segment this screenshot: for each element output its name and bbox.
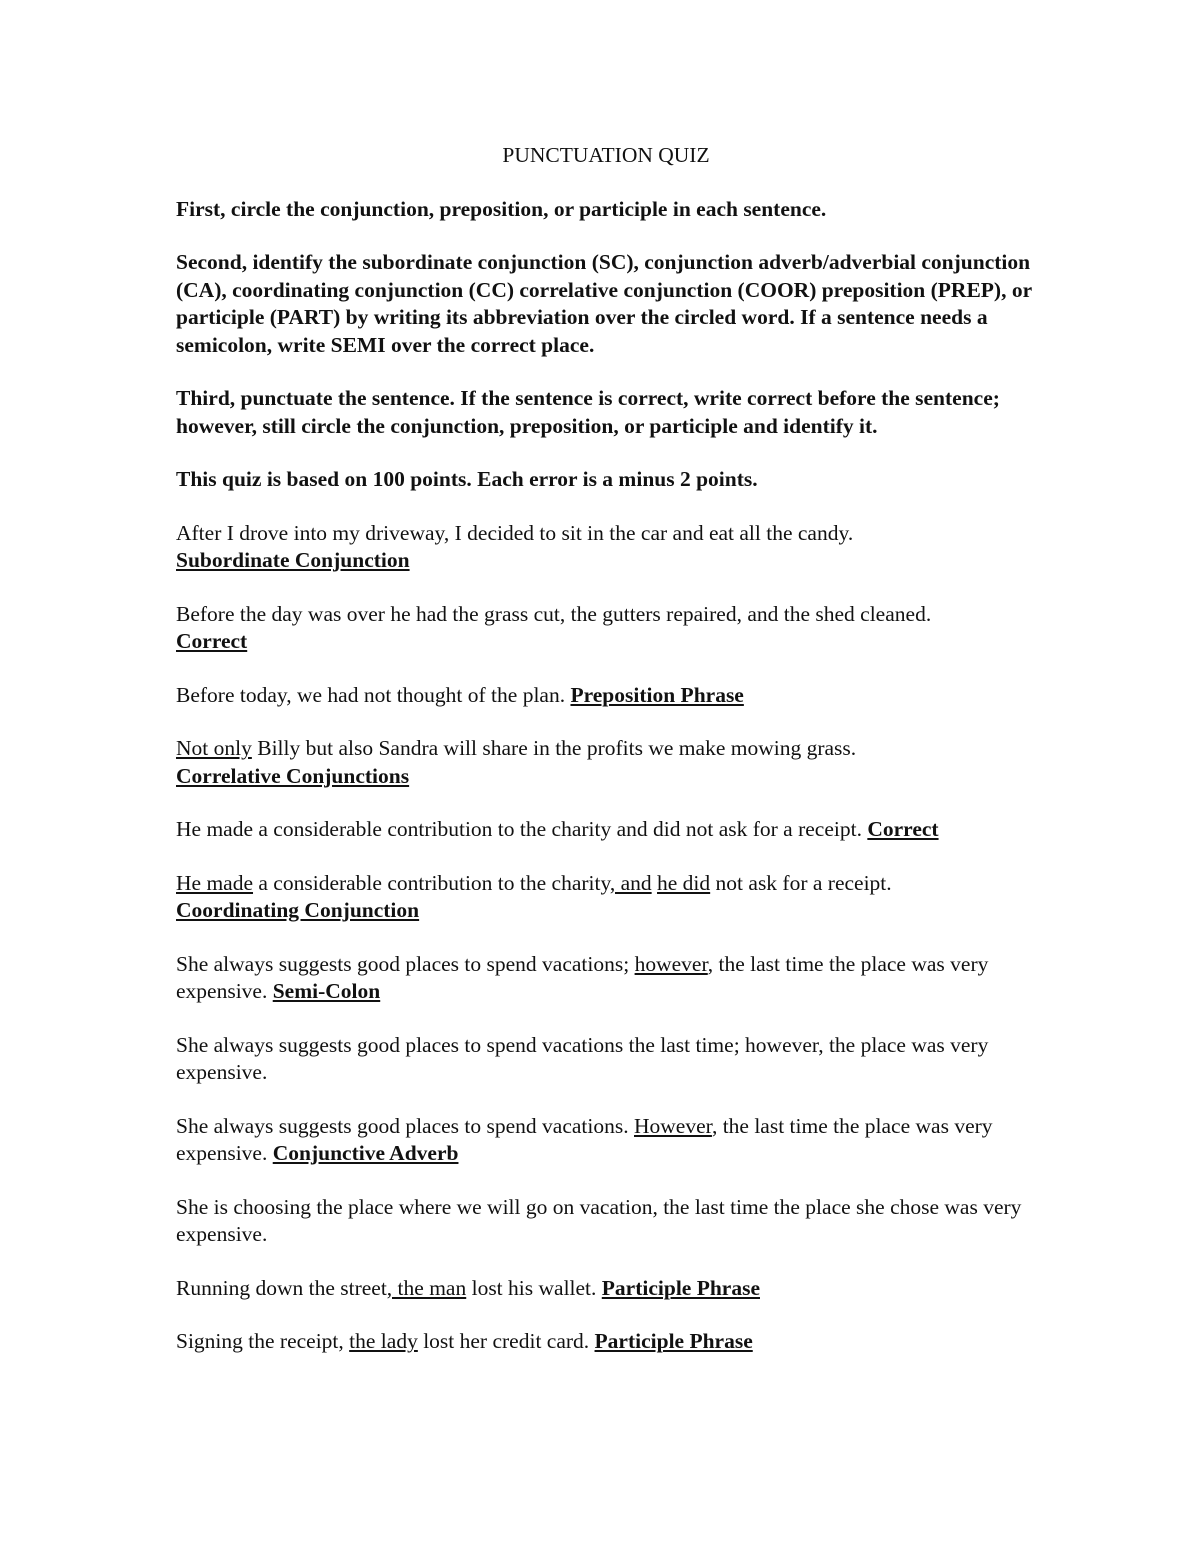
sentence-text: a considerable contribution to the charity [253,870,610,895]
sentence-text: She always suggests good places to spend vacations; [176,951,635,976]
underlined-phrase: he did [657,870,711,895]
sentence-text: Before the day was over he had the grass cut, the gutters repaired, and the shed cleaned. [176,601,932,626]
sentence-7 [176,951,1036,1006]
sentence-10 [176,1194,1036,1249]
sentence-2 [176,601,1036,656]
sentence-text: She always suggests good places to spend vacations the last time; however, the place was very expensive. [176,1032,989,1084]
sentence-text: He made a considerable contribution to the charity and did not ask for a receipt. [176,817,868,841]
underlined-phrase: Not only [176,736,252,760]
document-body [176,142,1036,1382]
instruction-second: Second, identify the subordinate conjunction (SC), conjunction adverb/adverbial conjunction (CA), coordinating conjunction (CC) correlative conjunction (COOR) preposition (PREP), or participle (PART) by writing its abbreviation over the circled word. If a sentence needs a semicolon, write SEMI over the correct place. [176,250,1032,357]
answer-label: Participle Phrase [594,1329,753,1353]
instruction-first: First, circle the conjunction, preposition, or participle in each sentence. [176,196,827,221]
answer-label: Correct [867,817,939,841]
instruction-points: This quiz is based on 100 points. Each error is a minus 2 points. [176,467,758,491]
sentence-6 [176,870,1036,925]
sentence-text: She is choosing the place where we will go on vacation, the last time the place she chose was very expensive. [176,1194,1022,1246]
sentence-3 [176,682,1036,710]
underlined-phrase: however [634,951,708,976]
sentence-text: Running down the street [176,1275,387,1300]
sentence-8 [176,1032,1036,1087]
page-title: PUNCTUATION QUIZ [502,143,710,167]
sentence-1 [176,520,1036,575]
sentence-text: , the last time the place was very expensive. [176,1113,993,1165]
answer-label: Preposition Phrase [570,682,744,707]
sentence-text: Signing the receipt, [176,1329,350,1353]
underlined-phrase: , the man [386,1275,467,1300]
answer-label: Conjunctive Adverb [272,1141,459,1165]
sentence-text: , the last time the place was very expensive. [176,951,989,1003]
underlined-phrase: However [634,1113,712,1138]
sentence-12 [176,1328,1036,1356]
underlined-phrase: the lady [349,1329,418,1353]
sentence-5 [176,816,1036,844]
underlined-phrase: , and [609,870,652,895]
sentence-text: Before today, we had not thought of the plan. [176,682,571,707]
sentence-11 [176,1275,1036,1303]
answer-label: Correct [176,629,248,653]
answer-label: Coordinating Conjunction [176,898,420,922]
sentence-text: not ask for a receipt. [710,870,892,895]
underlined-phrase: He made [176,870,254,895]
sentence-text: She always suggests good places to spend vacations. [176,1113,634,1138]
sentence-text: lost his wallet. [466,1275,602,1300]
sentence-9 [176,1113,1036,1168]
sentence-4 [176,735,1036,790]
answer-label: Semi-Colon [272,979,381,1003]
answer-label: Correlative Conjunctions [176,763,410,788]
sentence-text: lost her credit card. [417,1329,595,1353]
answer-label: Subordinate Conjunction [176,548,410,572]
answer-label: Participle Phrase [601,1275,760,1300]
instruction-third: Third, punctuate the sentence. If the sentence is correct, write correct before the sentence; however, still circle the conjunction, preposition, or participle and identify it. [176,386,1000,438]
sentence-text: After I drove into my driveway, I decided to sit in the car and eat all the candy. [176,520,854,545]
sentence-text: Billy but also Sandra will share in the profits we make mowing grass. [251,736,857,760]
